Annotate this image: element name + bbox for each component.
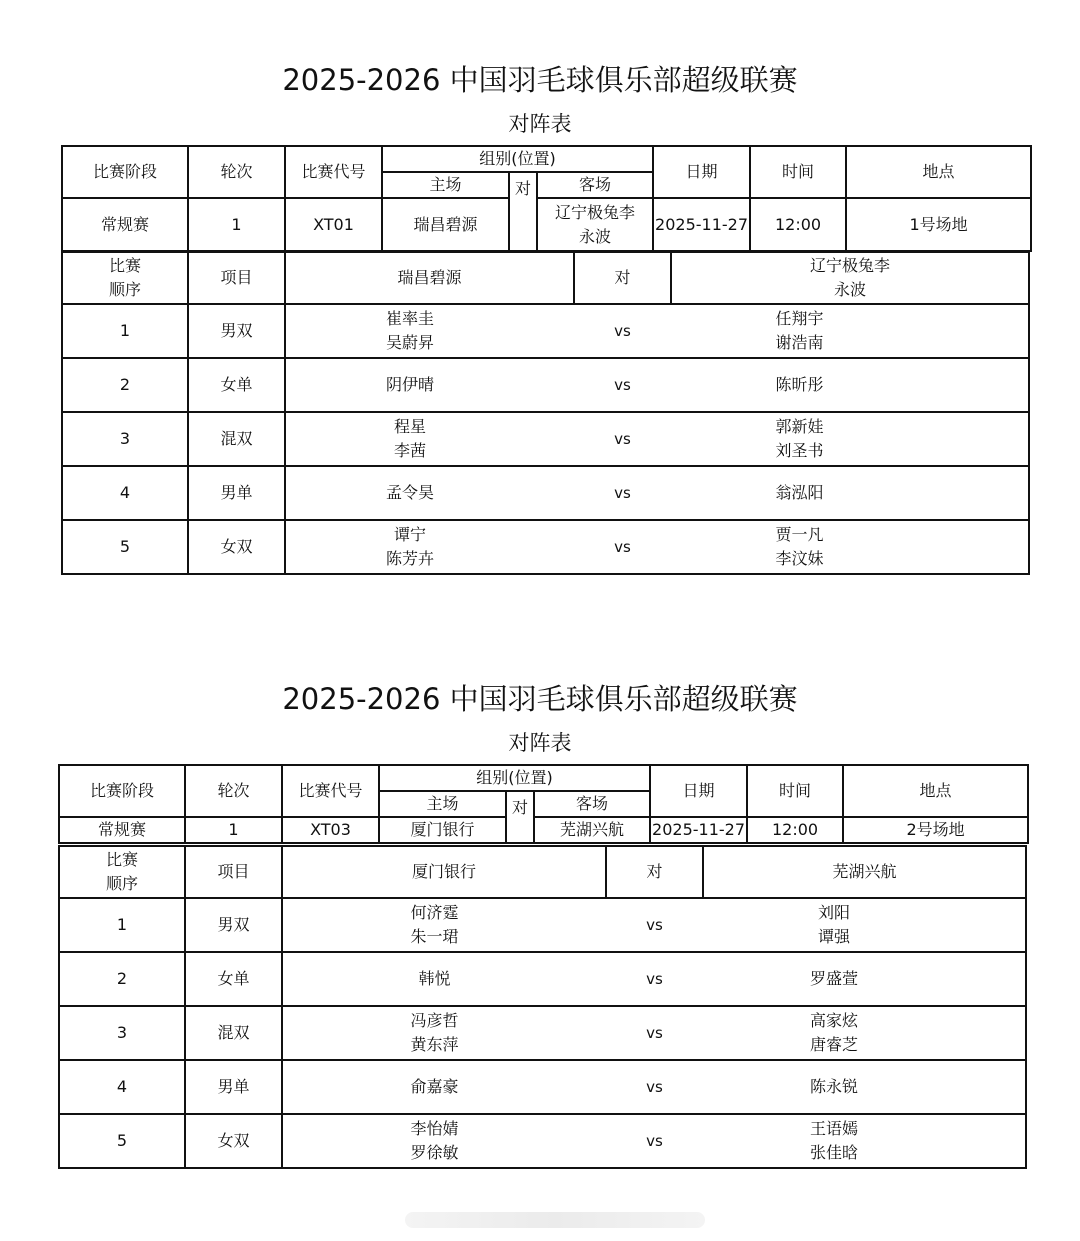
player-name: 黄东萍	[410, 1035, 459, 1054]
player-name: 谢浩南	[775, 333, 824, 352]
player-name: 何济霆	[410, 903, 459, 922]
match-order-table	[58, 845, 1027, 1169]
player-name: 程星	[393, 417, 426, 436]
player-name: 刘阳	[817, 903, 850, 922]
player-name: 芜湖兴航	[832, 862, 897, 881]
away-players	[671, 520, 1029, 574]
match-row	[59, 1114, 1026, 1168]
match-event: 男双	[188, 304, 285, 358]
vs-label: vs	[574, 412, 671, 466]
player-name: 李茜	[393, 441, 426, 460]
player-name: 罗盛萱	[809, 969, 858, 988]
home-team: 瑞昌碧源	[382, 198, 509, 251]
match-number: 3	[62, 412, 188, 466]
home-players	[285, 358, 574, 412]
match-number: 4	[59, 1060, 185, 1114]
player-name: 谭宁	[393, 525, 426, 544]
away-players	[671, 412, 1029, 466]
match-row	[62, 304, 1029, 358]
match-event: 女双	[188, 520, 285, 574]
player-name: 芜湖兴航	[560, 820, 625, 839]
header-order: 比赛 顺序	[59, 846, 185, 898]
away-players	[703, 1060, 1026, 1114]
header-event: 项目	[188, 252, 285, 304]
player-name: 吴蔚昇	[385, 333, 434, 352]
date-value: 2025-11-27	[650, 817, 747, 843]
header-stage: 比赛阶段	[59, 765, 185, 817]
vs-label: vs	[606, 1060, 703, 1114]
header-time: 时间	[750, 146, 846, 198]
vs-label: vs	[606, 952, 703, 1006]
header-venue: 地点	[843, 765, 1028, 817]
match-row	[59, 898, 1026, 952]
header-event: 项目	[185, 846, 282, 898]
header-group: 组别(位置)	[382, 146, 653, 172]
player-name: 陈昕彤	[775, 375, 824, 394]
player-name: 郭新娃	[775, 417, 824, 436]
match-row	[59, 952, 1026, 1006]
match-number: 1	[62, 304, 188, 358]
round-value: 1	[188, 198, 285, 251]
player-name: 阴伊晴	[385, 375, 434, 394]
away-players	[703, 898, 1026, 952]
match-row	[62, 412, 1029, 466]
player-name: 唐睿芝	[809, 1035, 858, 1054]
vs-label: vs	[574, 358, 671, 412]
date-value: 2025-11-27	[653, 198, 750, 251]
home-players	[282, 952, 606, 1006]
away-team-header	[671, 252, 1029, 304]
header-home: 主场	[382, 172, 509, 198]
home-players	[282, 1114, 606, 1168]
sheet-title: 2025-2026 中国羽毛球俱乐部超级联赛	[282, 682, 798, 716]
sheet-subtitle: 对阵表	[508, 112, 572, 136]
header-date: 日期	[650, 765, 747, 817]
match-event: 女双	[185, 1114, 282, 1168]
away-players	[671, 304, 1029, 358]
match-number: 5	[62, 520, 188, 574]
player-name: 贾一凡	[775, 525, 824, 544]
header-round: 轮次	[185, 765, 282, 817]
header-code: 比赛代号	[282, 765, 379, 817]
match-event: 女单	[188, 358, 285, 412]
player-name: 翁泓阳	[775, 483, 824, 502]
away-players	[671, 358, 1029, 412]
header-stage: 比赛阶段	[62, 146, 188, 198]
sheet-title: 2025-2026 中国羽毛球俱乐部超级联赛	[282, 63, 798, 97]
header-order: 比赛 顺序	[62, 252, 188, 304]
home-team-header: 瑞昌碧源	[285, 252, 574, 304]
player-name: 罗徐敏	[410, 1143, 459, 1162]
vs-label: vs	[606, 1114, 703, 1168]
header-venue: 地点	[846, 146, 1031, 198]
match-event: 混双	[188, 412, 285, 466]
player-name: 高家炫	[809, 1011, 858, 1030]
home-players	[285, 412, 574, 466]
player-name: 孟令昊	[385, 483, 434, 502]
match-number: 3	[59, 1006, 185, 1060]
match-row	[59, 1006, 1026, 1060]
player-name: 辽宁极兔李	[555, 202, 636, 222]
match-event: 混双	[185, 1006, 282, 1060]
home-players	[282, 1006, 606, 1060]
home-team: 厦门银行	[379, 817, 506, 843]
stage-value: 常规赛	[59, 817, 185, 843]
fixture-info-table	[61, 145, 1032, 252]
player-name: 刘圣书	[775, 441, 824, 460]
header-away: 客场	[537, 172, 653, 198]
player-name: 永波	[579, 226, 612, 246]
header-round: 轮次	[188, 146, 285, 198]
vs-header: 对	[606, 846, 703, 898]
match-number: 5	[59, 1114, 185, 1168]
home-players	[282, 898, 606, 952]
away-players	[703, 952, 1026, 1006]
player-name: 陈芳卉	[385, 549, 434, 568]
player-name: 崔率圭	[385, 309, 434, 328]
player-name: 辽宁极兔李	[809, 256, 890, 275]
venue-value: 1号场地	[846, 198, 1031, 251]
player-name: 冯彦哲	[410, 1011, 459, 1030]
match-event: 女单	[185, 952, 282, 1006]
away-team-header	[703, 846, 1026, 898]
vs-label: vs	[606, 1006, 703, 1060]
sheet-subtitle: 对阵表	[508, 731, 572, 755]
match-row	[59, 1060, 1026, 1114]
match-row	[62, 466, 1029, 520]
home-team-header: 厦门银行	[282, 846, 606, 898]
match-event: 男双	[185, 898, 282, 952]
code-value: XT03	[282, 817, 379, 843]
header-time: 时间	[747, 765, 843, 817]
header-group: 组别(位置)	[379, 765, 650, 791]
match-event: 男单	[188, 466, 285, 520]
header-home: 主场	[379, 791, 506, 817]
player-name: 张佳晗	[809, 1143, 858, 1162]
match-event: 男单	[185, 1060, 282, 1114]
player-name: 李怡婧	[410, 1119, 459, 1138]
home-players	[282, 1060, 606, 1114]
player-name: 永波	[833, 280, 866, 299]
home-players	[285, 304, 574, 358]
player-name: 王语嫣	[809, 1119, 858, 1138]
vs-label: vs	[574, 466, 671, 520]
round-value: 1	[185, 817, 282, 843]
stage-value: 常规赛	[62, 198, 188, 251]
home-players	[285, 466, 574, 520]
away-players	[671, 466, 1029, 520]
match-number: 1	[59, 898, 185, 952]
player-name: 任翔宇	[775, 309, 824, 328]
player-name: 朱一珺	[410, 927, 459, 946]
match-order-table	[61, 251, 1030, 575]
vs-label: vs	[606, 898, 703, 952]
player-name: 谭强	[817, 927, 850, 946]
code-value: XT01	[285, 198, 382, 251]
match-number: 4	[62, 466, 188, 520]
time-value: 12:00	[750, 198, 846, 251]
away-team	[534, 817, 650, 843]
vs-header: 对	[574, 252, 671, 304]
player-name: 韩悦	[418, 969, 451, 988]
match-number: 2	[62, 358, 188, 412]
match-row	[62, 358, 1029, 412]
player-name: 俞嘉豪	[410, 1077, 459, 1096]
venue-value: 2号场地	[843, 817, 1028, 843]
match-number: 2	[59, 952, 185, 1006]
fixture-info-table	[58, 764, 1029, 844]
vs-label: vs	[574, 304, 671, 358]
header-away: 客场	[534, 791, 650, 817]
watermark-bar	[405, 1212, 705, 1228]
header-code: 比赛代号	[285, 146, 382, 198]
away-team	[537, 198, 653, 251]
time-value: 12:00	[747, 817, 843, 843]
header-vs: 对	[509, 172, 537, 251]
player-name: 陈永锐	[809, 1077, 858, 1096]
home-players	[285, 520, 574, 574]
away-players	[703, 1114, 1026, 1168]
header-vs: 对	[506, 791, 534, 843]
away-players	[703, 1006, 1026, 1060]
player-name: 李汶妹	[775, 549, 824, 568]
match-row	[62, 520, 1029, 574]
vs-label: vs	[574, 520, 671, 574]
header-date: 日期	[653, 146, 750, 198]
